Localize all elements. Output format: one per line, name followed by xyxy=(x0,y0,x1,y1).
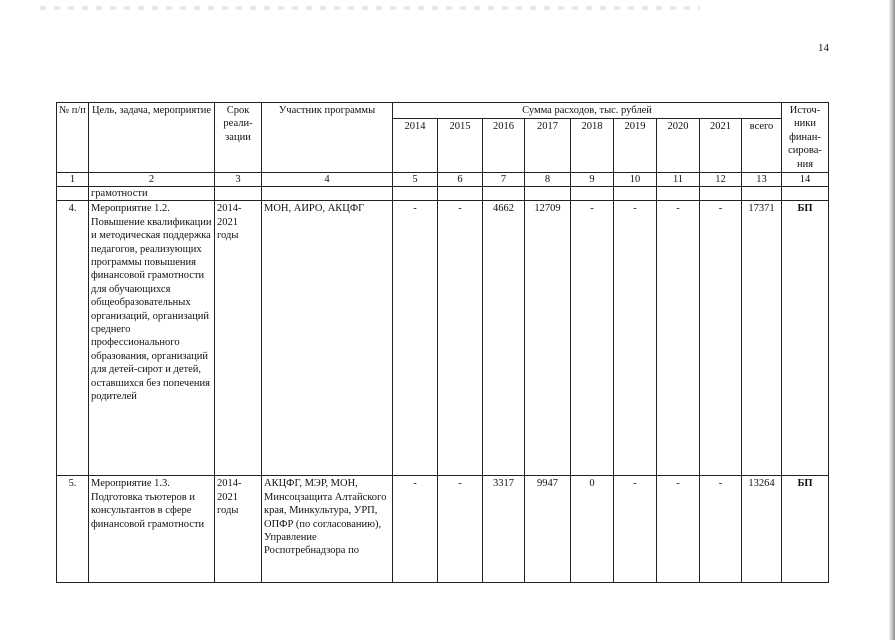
row-value: 12709 xyxy=(525,201,571,476)
row-value: - xyxy=(614,201,657,476)
header-sum: Сумма расходов, тыс. рублей xyxy=(393,103,782,119)
column-number: 2 xyxy=(89,173,215,187)
row-value: - xyxy=(438,476,483,583)
column-number: 14 xyxy=(782,173,829,187)
column-number: 13 xyxy=(742,173,782,187)
header-total: всего xyxy=(742,119,782,173)
header-year: 2014 xyxy=(393,119,438,173)
column-number: 12 xyxy=(700,173,742,187)
header-num: № п/п xyxy=(57,103,89,173)
header-participant: Участник программы xyxy=(262,103,393,173)
column-number: 6 xyxy=(438,173,483,187)
header-year: 2019 xyxy=(614,119,657,173)
column-number-row xyxy=(57,173,829,187)
header-year: 2020 xyxy=(657,119,700,173)
column-number: 4 xyxy=(262,173,393,187)
row-total: 17371 xyxy=(742,201,782,476)
row-value: - xyxy=(700,476,742,583)
header-period: Срок реали-зации xyxy=(215,103,262,173)
row-participant: МОН, АИРО, АКЦФГ xyxy=(262,201,393,476)
column-number: 1 xyxy=(57,173,89,187)
budget-table xyxy=(56,102,829,583)
header-year: 2016 xyxy=(483,119,525,173)
column-number: 10 xyxy=(614,173,657,187)
column-number: 11 xyxy=(657,173,700,187)
header-year: 2021 xyxy=(700,119,742,173)
row-goal: Мероприятие 1.2. Повышение квалификации и методическая поддержка педагогов, реализующих программы повышения финансовой грамотности для обучающихся общеобразовательных организаций, организаций среднего профессионального образования, организаций для детей-сирот и детей, оставшихся без попечения родителей xyxy=(89,201,215,476)
row-period: 2014-2021 годы xyxy=(215,201,262,476)
continuation-row xyxy=(57,187,829,201)
column-number: 3 xyxy=(215,173,262,187)
row-value: - xyxy=(393,201,438,476)
row-participant: АКЦФГ, МЭР, МОН, Минсоцзащита Алтайского края, Минкультура, УРП, ОПФР (по согласованию), Управление Роспотребнадзора по xyxy=(262,476,393,583)
row-num: 4. xyxy=(57,201,89,476)
row-source: БП xyxy=(782,201,829,476)
header-row xyxy=(57,103,829,119)
row-value: - xyxy=(614,476,657,583)
column-number: 7 xyxy=(483,173,525,187)
row-value: 4662 xyxy=(483,201,525,476)
page-number: 14 xyxy=(818,42,829,54)
header-source: Источ-ники финан-сирова-ния xyxy=(782,103,829,173)
row-value: - xyxy=(700,201,742,476)
row-value: 0 xyxy=(571,476,614,583)
row-value: - xyxy=(438,201,483,476)
column-number: 9 xyxy=(571,173,614,187)
row-value: - xyxy=(657,476,700,583)
column-number: 5 xyxy=(393,173,438,187)
header-year: 2015 xyxy=(438,119,483,173)
row-value: - xyxy=(657,201,700,476)
row-value: - xyxy=(571,201,614,476)
page-edge-shadow xyxy=(889,0,895,640)
row-value: 3317 xyxy=(483,476,525,583)
column-number: 8 xyxy=(525,173,571,187)
table-row xyxy=(57,476,829,583)
scan-artifact xyxy=(40,6,700,10)
row-value: - xyxy=(393,476,438,583)
row-value: 9947 xyxy=(525,476,571,583)
row-goal: Мероприятие 1.3. Подготовка тьютеров и консультантов в сфере финансовой грамотности xyxy=(89,476,215,583)
header-goal: Цель, задача, мероприятие xyxy=(89,103,215,173)
header-year: 2017 xyxy=(525,119,571,173)
table-row xyxy=(57,201,829,476)
row-num: 5. xyxy=(57,476,89,583)
header-year: 2018 xyxy=(571,119,614,173)
row-source: БП xyxy=(782,476,829,583)
row-period: 2014-2021 годы xyxy=(215,476,262,583)
row-total: 13264 xyxy=(742,476,782,583)
continuation-text: грамотности xyxy=(89,187,215,201)
